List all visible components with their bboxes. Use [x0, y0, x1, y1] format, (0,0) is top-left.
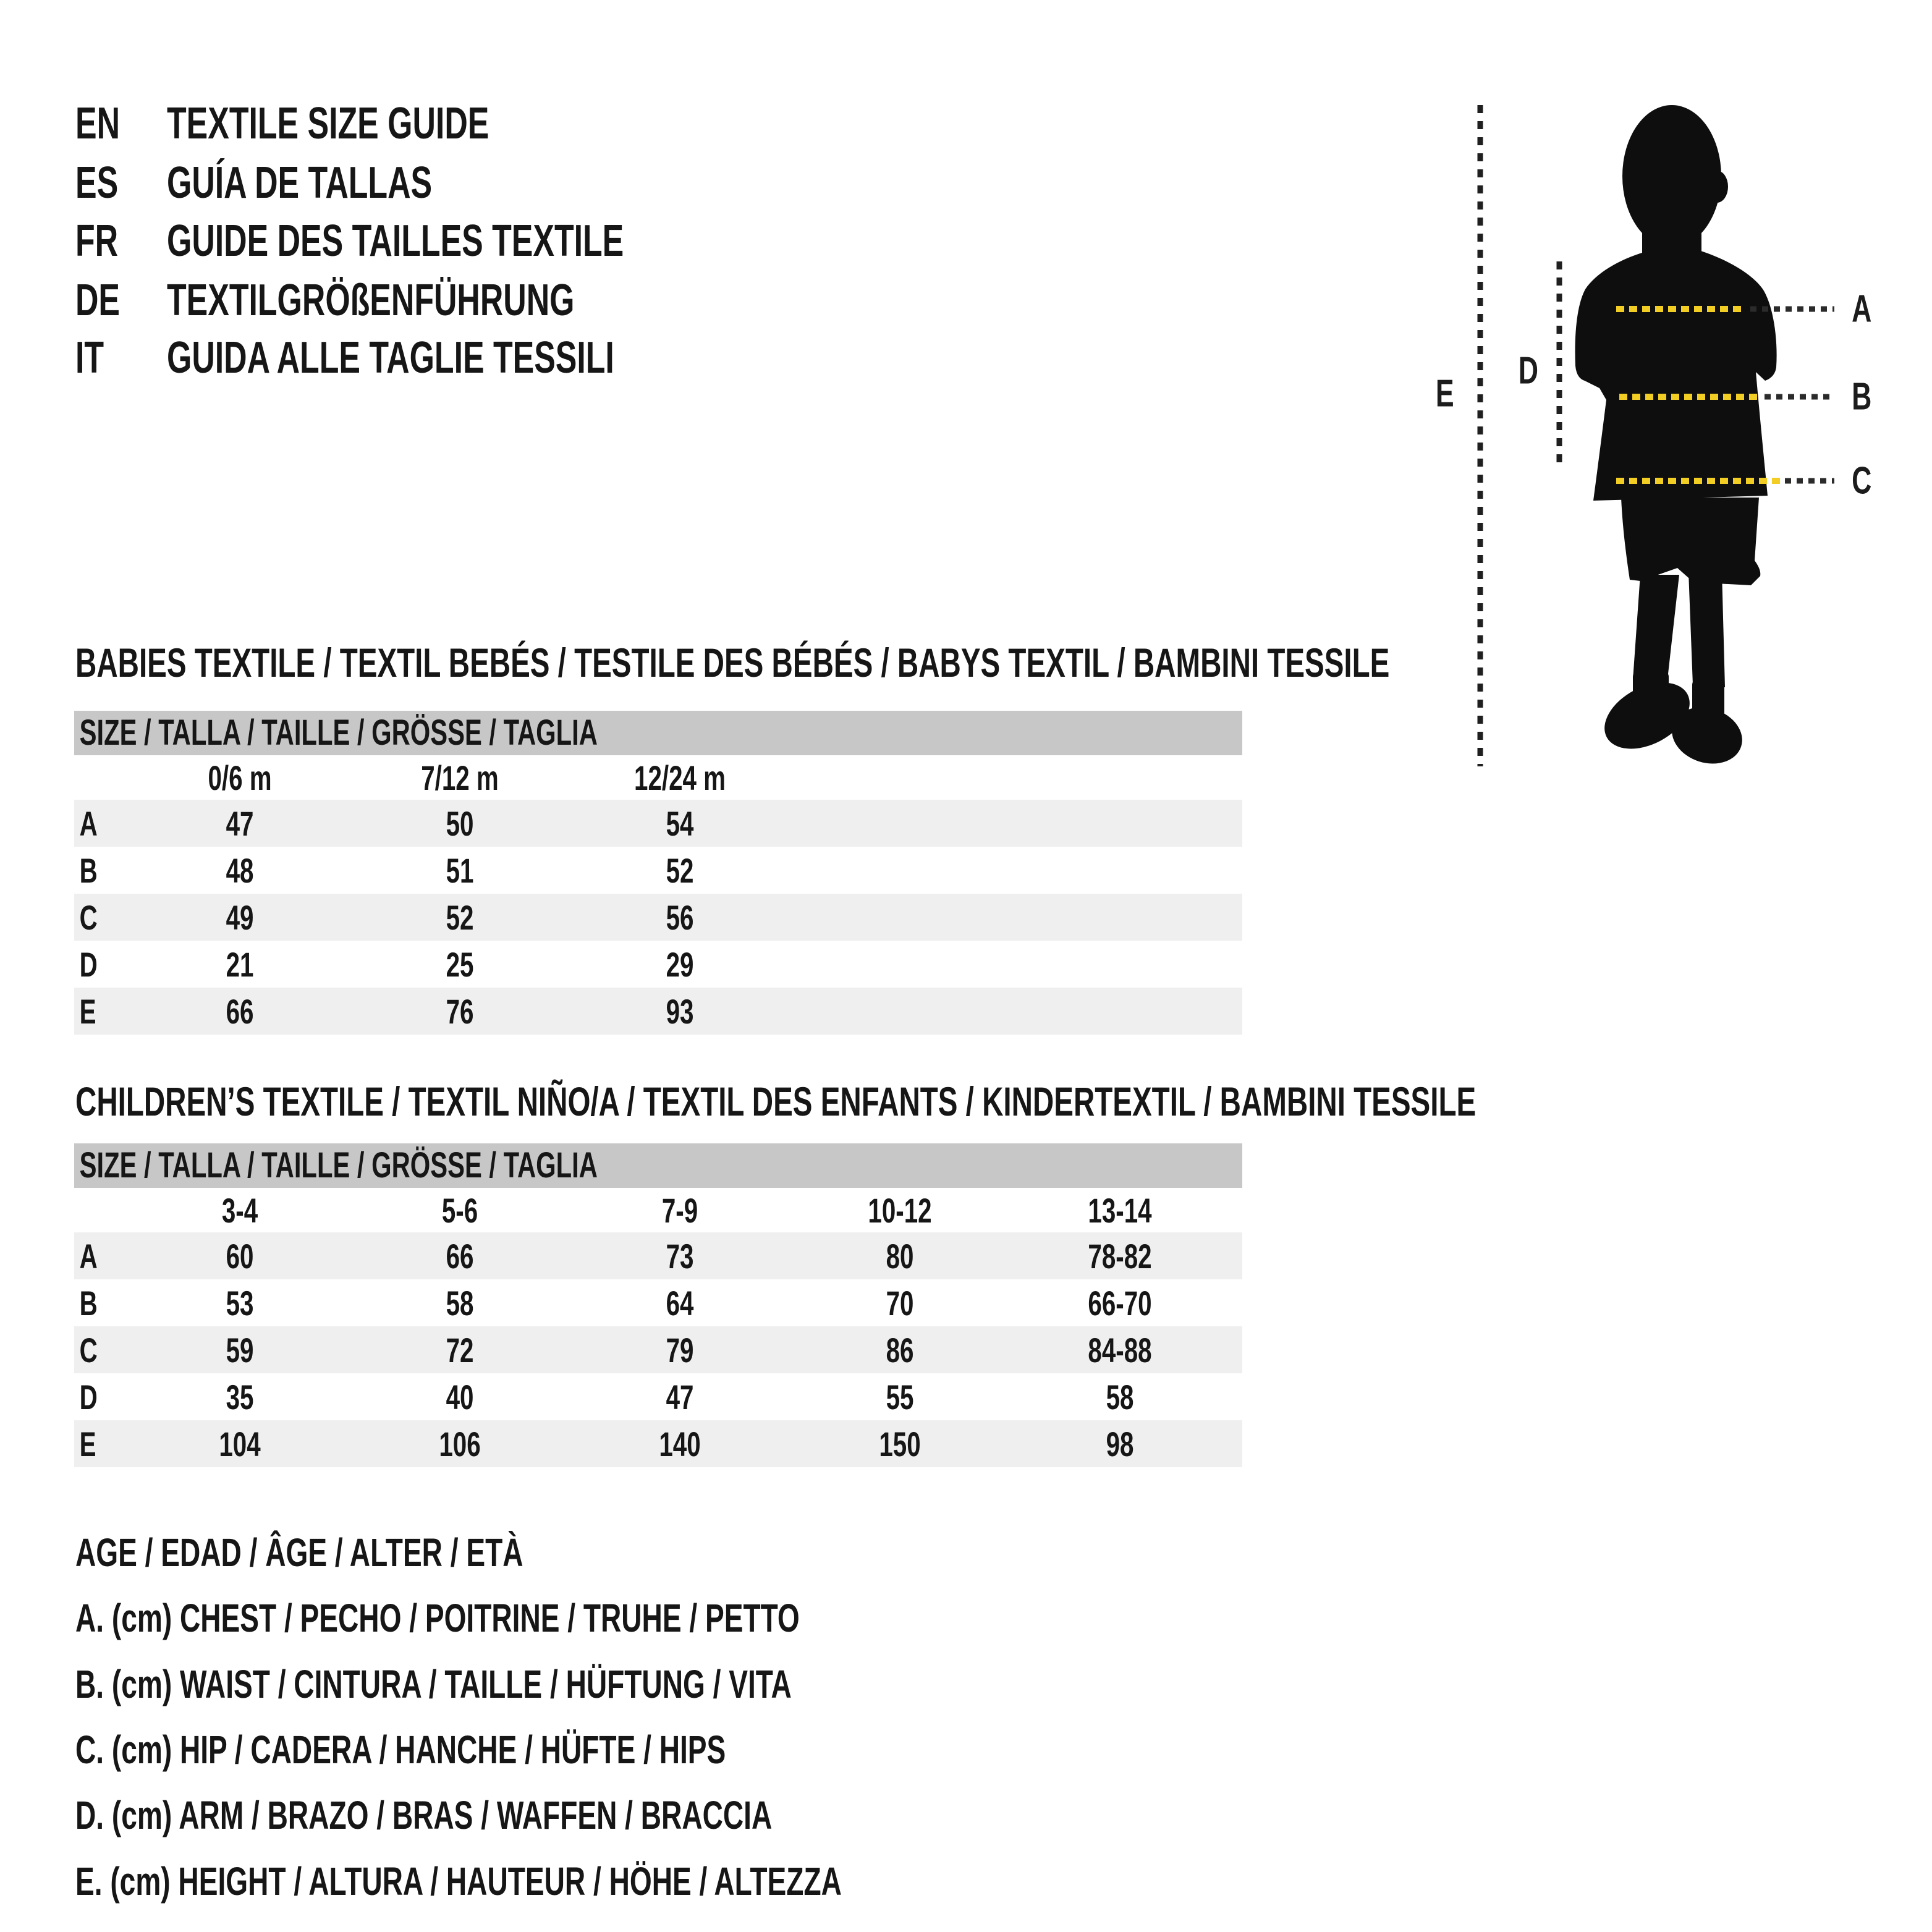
row-label: D: [79, 944, 98, 984]
cell: 54: [666, 803, 694, 843]
cell: 29: [666, 944, 694, 984]
guide-title-it: GUIDA ALLE TAGLIE TESSILI: [167, 333, 614, 383]
lang-code: IT: [75, 333, 104, 383]
children-column-headers: [74, 1188, 1242, 1232]
cell: 52: [446, 897, 474, 937]
babies-size-header: SIZE / TALLA / TAILLE / GRÖSSE / TAGLIA: [79, 713, 598, 753]
cell: 106: [439, 1424, 481, 1464]
legend-chest: A. (cm) CHEST / PECHO / POITRINE / TRUHE / PETTO: [75, 1596, 800, 1640]
cell: 72: [446, 1330, 474, 1370]
table-row: [74, 1420, 1242, 1467]
table-row: [74, 941, 1242, 988]
cell: 58: [1106, 1377, 1134, 1417]
lang-code: DE: [75, 276, 121, 325]
cell: 55: [886, 1377, 914, 1417]
row-label: C: [79, 897, 98, 937]
cell: 70: [886, 1283, 914, 1323]
arm-label: D: [1518, 349, 1539, 392]
cell: 25: [446, 944, 474, 984]
babies-size-header-bar: [74, 711, 1242, 755]
cell: 58: [446, 1283, 474, 1323]
cell: 21: [226, 944, 254, 984]
table-row: [74, 1279, 1242, 1326]
table-row: [74, 800, 1242, 847]
table-row: [74, 1373, 1242, 1420]
legend-age: AGE / EDAD / ÂGE / ALTER / ETÀ: [75, 1530, 523, 1575]
children-table-title: CHILDREN’S TEXTILE / TEXTIL NIÑO/A / TEXTIL DES ENFANTS / KINDERTEXTIL / BAMBINI TESSILE: [75, 1078, 1477, 1124]
chest-label: A: [1852, 287, 1872, 331]
cell: 150: [879, 1424, 921, 1464]
children-size-header: SIZE / TALLA / TAILLE / GRÖSSE / TAGLIA: [79, 1145, 598, 1185]
legend-hip: C. (cm) HIP / CADERA / HANCHE / HÜFTE / HIPS: [75, 1727, 726, 1772]
legend-height: E. (cm) HEIGHT / ALTURA / HAUTEUR / HÖHE / ALTEZZA: [75, 1859, 842, 1904]
babies-table-title: BABIES TEXTILE / TEXTIL BEBÉS / TESTILE DES BÉBÉS / BABYS TEXTIL / BAMBINI TESSILE: [75, 640, 1390, 685]
row-label: B: [79, 850, 98, 890]
table-row: [74, 988, 1242, 1035]
cell: 59: [226, 1330, 254, 1370]
cell: 79: [666, 1330, 694, 1370]
row-label: E: [79, 1424, 96, 1464]
column-header: 13-14: [1088, 1190, 1152, 1230]
column-header: 3-4: [221, 1190, 258, 1230]
babies-column-headers: [74, 755, 1242, 800]
waist-label: B: [1852, 375, 1872, 418]
lang-code: EN: [75, 99, 121, 148]
table-row: [74, 1326, 1242, 1373]
table-row: [74, 894, 1242, 941]
legend-waist: B. (cm) WAIST / CINTURA / TAILLE / HÜFTUNG / VITA: [75, 1662, 792, 1706]
cell: 60: [226, 1236, 254, 1276]
legend-arm: D. (cm) ARM / BRAZO / BRAS / WAFFEN / BRACCIA: [75, 1793, 773, 1837]
cell: 66: [446, 1236, 474, 1276]
cell: 56: [666, 897, 694, 937]
row-label: A: [79, 1236, 98, 1276]
cell: 93: [666, 991, 694, 1031]
cell: 73: [666, 1236, 694, 1276]
column-header: 7/12 m: [421, 758, 499, 797]
measurement-figure: [1434, 93, 1904, 797]
cell: 47: [666, 1377, 694, 1417]
cell: 140: [659, 1424, 701, 1464]
cell: 40: [446, 1377, 474, 1417]
guide-title-de: TEXTILGRÖßENFÜHRUNG: [167, 276, 575, 325]
cell: 80: [886, 1236, 914, 1276]
cell: 66-70: [1088, 1283, 1152, 1323]
table-row: [74, 1232, 1242, 1279]
column-header: 0/6 m: [208, 758, 272, 797]
row-label: B: [79, 1283, 98, 1323]
guide-title-en: TEXTILE SIZE GUIDE: [167, 99, 489, 148]
guide-title-fr: GUIDE DES TAILLES TEXTILE: [167, 216, 624, 266]
guide-title-es: GUÍA DE TALLAS: [167, 158, 433, 208]
row-label: E: [79, 991, 96, 1031]
cell: 84-88: [1088, 1330, 1152, 1370]
lang-code: FR: [75, 216, 119, 266]
row-label: C: [79, 1330, 98, 1370]
cell: 104: [219, 1424, 261, 1464]
cell: 48: [226, 850, 254, 890]
lang-code: ES: [75, 158, 119, 208]
cell: 51: [446, 850, 474, 890]
column-header: 12/24 m: [634, 758, 726, 797]
cell: 53: [226, 1283, 254, 1323]
cell: 86: [886, 1330, 914, 1370]
cell: 47: [226, 803, 254, 843]
cell: 49: [226, 897, 254, 937]
cell: 52: [666, 850, 694, 890]
cell: 66: [226, 991, 254, 1031]
cell: 64: [666, 1283, 694, 1323]
row-label: D: [79, 1377, 98, 1417]
children-size-header-bar: [74, 1143, 1242, 1188]
row-label: A: [79, 803, 98, 843]
cell: 98: [1106, 1424, 1134, 1464]
column-header: 5-6: [441, 1190, 478, 1230]
height-label: E: [1435, 372, 1454, 415]
cell: 76: [446, 991, 474, 1031]
table-row: [74, 847, 1242, 894]
cell: 50: [446, 803, 474, 843]
hip-label: C: [1852, 459, 1872, 502]
cell: 78-82: [1088, 1236, 1152, 1276]
cell: 35: [226, 1377, 254, 1417]
column-header: 10-12: [868, 1190, 932, 1230]
child-silhouette: [1575, 105, 1777, 773]
column-header: 7-9: [661, 1190, 698, 1230]
